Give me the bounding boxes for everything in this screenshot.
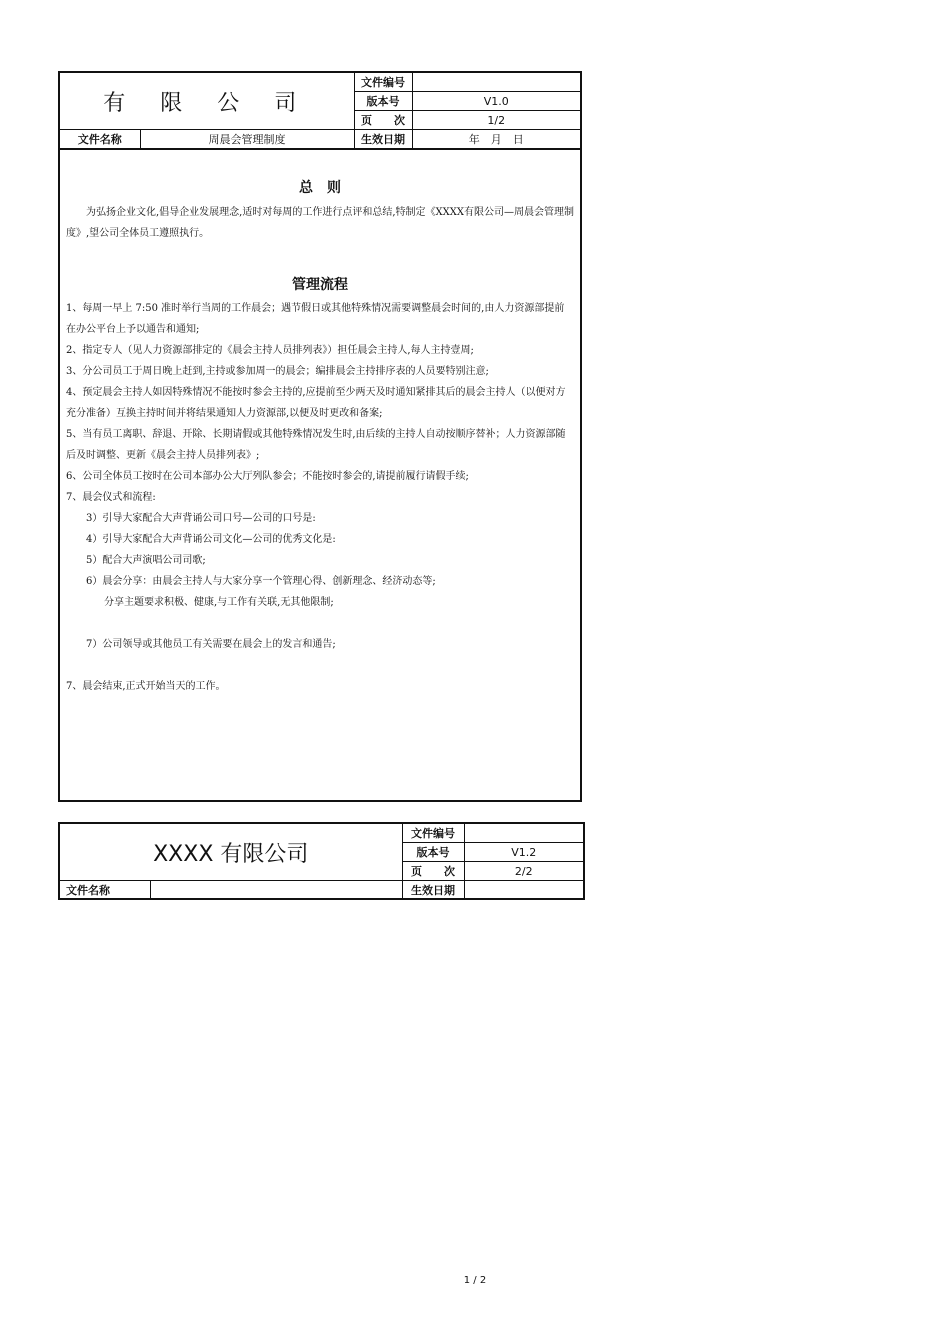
header-table-1 bbox=[60, 73, 580, 150]
list-item: 5、当有员工离职、辞退、开除、长期请假或其他特殊情况发生时,由后续的主持人自动按顺序替补；人力资源部随后及时调整、更新《晨会主持人员排列表》; bbox=[66, 429, 566, 461]
file-name-value bbox=[150, 881, 402, 900]
document-page-2-header bbox=[58, 822, 585, 900]
list-item: 2、指定专人（见人力资源部排定的《晨会主持人员排列表》）担任晨会主持人,每人主持壹周; bbox=[66, 345, 474, 356]
company-name: 有 限 公 司 bbox=[103, 90, 311, 116]
general-text: 为弘扬企业文化,倡导企业发展理念,适时对每周的工作进行点评和总结,特制定《XXXX有限公司—周晨会管理制度》,望公司全体员工遵照执行。 bbox=[66, 207, 575, 239]
file-name-label: 文件名称 bbox=[60, 130, 140, 150]
effective-date-label: 生效日期 bbox=[354, 130, 412, 150]
version-value: V1.2 bbox=[464, 843, 583, 862]
list-item: 4、预定晨会主持人如因特殊情况不能按时参会主持的,应提前至少两天及时通知紧排其后的晨会主持人（以便对方充分准备）互换主持时间并将结果通知人力资源部,以便及时更改和备案; bbox=[66, 387, 566, 419]
document-page-1 bbox=[58, 71, 582, 802]
document-body bbox=[60, 177, 580, 697]
sub-list-item: 3）引导大家配合大声背诵公司口号—公司的口号是: bbox=[86, 513, 316, 524]
doc-no-value bbox=[412, 73, 580, 92]
version-label: 版本号 bbox=[402, 843, 464, 862]
sub-list-item-note: 分享主题要求积极、健康,与工作有关联,无其他限制; bbox=[104, 597, 334, 608]
final-item: 7、晨会结束,正式开始当天的工作。 bbox=[66, 681, 226, 692]
sub-list-item: 4）引导大家配合大声背诵公司文化—公司的优秀文化是: bbox=[86, 534, 336, 545]
doc-no-label: 文件编号 bbox=[402, 824, 464, 843]
file-name-value: 周晨会管理制度 bbox=[140, 130, 354, 150]
process-title: 管理流程 bbox=[292, 277, 348, 293]
header-table-2 bbox=[60, 824, 583, 899]
doc-no-label: 文件编号 bbox=[354, 73, 412, 92]
sub-list-item: 6）晨会分享：由晨会主持人与大家分享一个管理心得、创新理念、经济动态等; bbox=[86, 576, 436, 587]
list-item: 7、晨会仪式和流程: bbox=[66, 492, 156, 503]
file-name-label: 文件名称 bbox=[60, 881, 150, 900]
effective-date-label: 生效日期 bbox=[402, 881, 464, 900]
sub-list-item: 5）配合大声演唱公司司歌; bbox=[86, 555, 206, 566]
page-label: 页 次 bbox=[354, 111, 412, 130]
list-item: 3、分公司员工于周日晚上赶到,主持或参加周一的晨会；编排晨会主持排序表的人员要特别注意; bbox=[66, 366, 489, 377]
sub-list-item: 7）公司领导或其他员工有关需要在晨会上的发言和通告; bbox=[86, 639, 336, 650]
list-item: 6、公司全体员工按时在公司本部办公大厅列队参会；不能按时参会的,请提前履行请假手续; bbox=[66, 471, 469, 482]
page-value: 2/2 bbox=[464, 862, 583, 881]
list-item: 1、每周一早上 7:50 准时举行当周的工作晨会；遇节假日或其他特殊情况需要调整晨会时间的,由人力资源部提前在办公平台上予以通告和通知; bbox=[66, 303, 565, 335]
company-name: XXXX 有限公司 bbox=[153, 841, 309, 867]
effective-date-value: 年 月 日 bbox=[412, 130, 580, 150]
page-label: 页 次 bbox=[402, 862, 464, 881]
general-title: 总 则 bbox=[299, 180, 341, 196]
page-indicator: 1 / 2 bbox=[463, 1275, 487, 1286]
version-value: V1.0 bbox=[412, 92, 580, 111]
effective-date-value bbox=[464, 881, 583, 900]
page-value: 1/2 bbox=[412, 111, 580, 130]
version-label: 版本号 bbox=[354, 92, 412, 111]
doc-no-value bbox=[464, 824, 583, 843]
